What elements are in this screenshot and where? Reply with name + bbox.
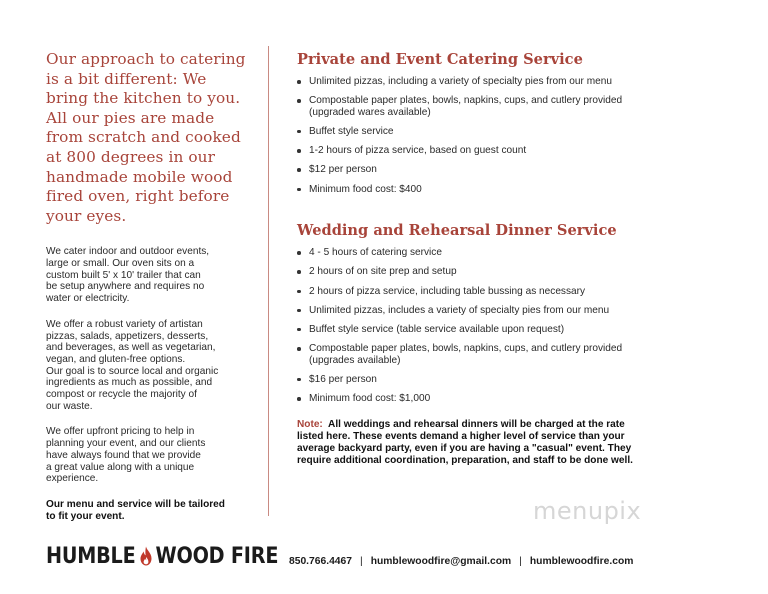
wedding-note	[297, 419, 727, 467]
closing-statement	[46, 499, 256, 522]
contact-info	[289, 556, 633, 567]
website-url: humblewoodfire.com	[529, 556, 634, 567]
list-item: Compostable paper plates, bowls, napkins, cups, and cutlery provided (upgraded wares available)	[297, 95, 727, 118]
paragraph-line: large or small. Our oven sits on a	[46, 258, 195, 270]
list-item: Minimum food cost: $400	[297, 184, 727, 196]
events-paragraph	[46, 246, 256, 305]
paragraph-line: our waste.	[46, 400, 93, 412]
paragraph-line: to fit your event.	[46, 510, 125, 522]
list-item: 4 - 5 hours of catering service	[297, 247, 727, 259]
list-item: Buffet style service (table service available upon request)	[297, 324, 727, 336]
paragraph-line: Our menu and service will be tailored	[46, 499, 225, 510]
list-item: Buffet style service	[297, 126, 727, 138]
paragraph-line: ingredients as much as possible, and	[46, 377, 213, 389]
left-column	[46, 50, 256, 522]
note-label: Note:	[297, 418, 323, 430]
paragraph-line: a great value along with a unique	[46, 461, 195, 473]
footer	[46, 544, 726, 570]
email-address: humblewoodfire@gmail.com	[370, 556, 512, 567]
private-catering-list	[297, 76, 727, 195]
right-column	[297, 50, 727, 467]
private-catering-title: Private and Event Catering Service	[297, 51, 583, 68]
paragraph-line: We cater indoor and outdoor events,	[46, 246, 210, 258]
list-item: Unlimited pizzas, including a variety of specialty pies from our menu	[297, 76, 727, 88]
list-item: Minimum food cost: $1,000	[297, 393, 727, 405]
paragraph-line: Our goal is to source local and organic	[46, 365, 219, 377]
paragraph-line: have always found that we provide	[46, 449, 201, 461]
flame-icon	[139, 546, 153, 566]
note-line	[297, 419, 727, 431]
pricing-paragraph	[46, 426, 256, 485]
paragraph-line: We offer a robust variety of artistan	[46, 318, 203, 330]
note-line: listed here. These events demand a higher level of service than your	[297, 430, 625, 442]
paragraph-line: and beverages, as well as vegetarian,	[46, 342, 216, 354]
wedding-service-list	[297, 247, 727, 405]
list-item: 2 hours of pizza service, including table bussing as necessary	[297, 286, 727, 298]
intro-line: fired oven, right before	[46, 187, 230, 206]
menu-variety-paragraph	[46, 319, 256, 413]
intro-statement	[46, 50, 256, 226]
paragraph-line: experience.	[46, 473, 99, 485]
paragraph-line: pizzas, salads, appetizers, desserts,	[46, 330, 209, 342]
intro-line: handmade mobile wood	[46, 167, 233, 186]
paragraph-line: be setup anywhere and requires no	[46, 281, 205, 293]
wedding-service-title: Wedding and Rehearsal Dinner Service	[297, 222, 617, 240]
list-item: Unlimited pizzas, includes a variety of specialty pies from our menu	[297, 305, 727, 317]
note-line: require additional coordination, preparation, and staff to be done well.	[297, 454, 633, 466]
intro-line: Our approach to catering	[46, 50, 246, 68]
note-line: average backyard party, even if you are having a "casual" event. They	[297, 442, 632, 454]
list-item: 2 hours of on site prep and setup	[297, 266, 727, 278]
list-item: $16 per person	[297, 374, 727, 386]
list-item: $12 per person	[297, 164, 727, 176]
intro-line: from scratch and cooked	[46, 128, 241, 147]
paragraph-line: We offer upfront pricing to help in	[46, 426, 195, 438]
intro-line: your eyes.	[46, 206, 127, 225]
intro-line: at 800 degrees in our	[46, 147, 216, 166]
note-text: All weddings and rehearsal dinners will be charged at the rate	[322, 418, 625, 430]
column-divider	[268, 46, 269, 516]
brand-word-left: HUMBLE	[46, 542, 136, 569]
paragraph-line: planning your event, and our clients	[46, 438, 206, 450]
list-item: Compostable paper plates, bowls, napkins, cups, and cutlery provided (upgrades available)	[297, 343, 727, 366]
paragraph-line: vegan, and gluten-free options.	[46, 353, 186, 365]
brand-word-right: WOOD FIRE	[155, 542, 279, 569]
watermark: menupix	[533, 497, 642, 525]
separator: |	[360, 556, 363, 567]
intro-line: All our pies are made	[46, 108, 215, 127]
brand-logo	[46, 544, 278, 567]
paragraph-line: custom built 5' x 10' trailer that can	[46, 269, 201, 281]
intro-line: is a bit different: We	[46, 69, 207, 88]
paragraph-line: compost or recycle the majority of	[46, 389, 197, 401]
intro-line: bring the kitchen to you.	[46, 89, 241, 108]
paragraph-line: water or electricity.	[46, 293, 130, 305]
phone-number: 850.766.4467	[289, 556, 352, 567]
list-item: 1-2 hours of pizza service, based on guest count	[297, 145, 727, 157]
separator: |	[519, 556, 522, 567]
